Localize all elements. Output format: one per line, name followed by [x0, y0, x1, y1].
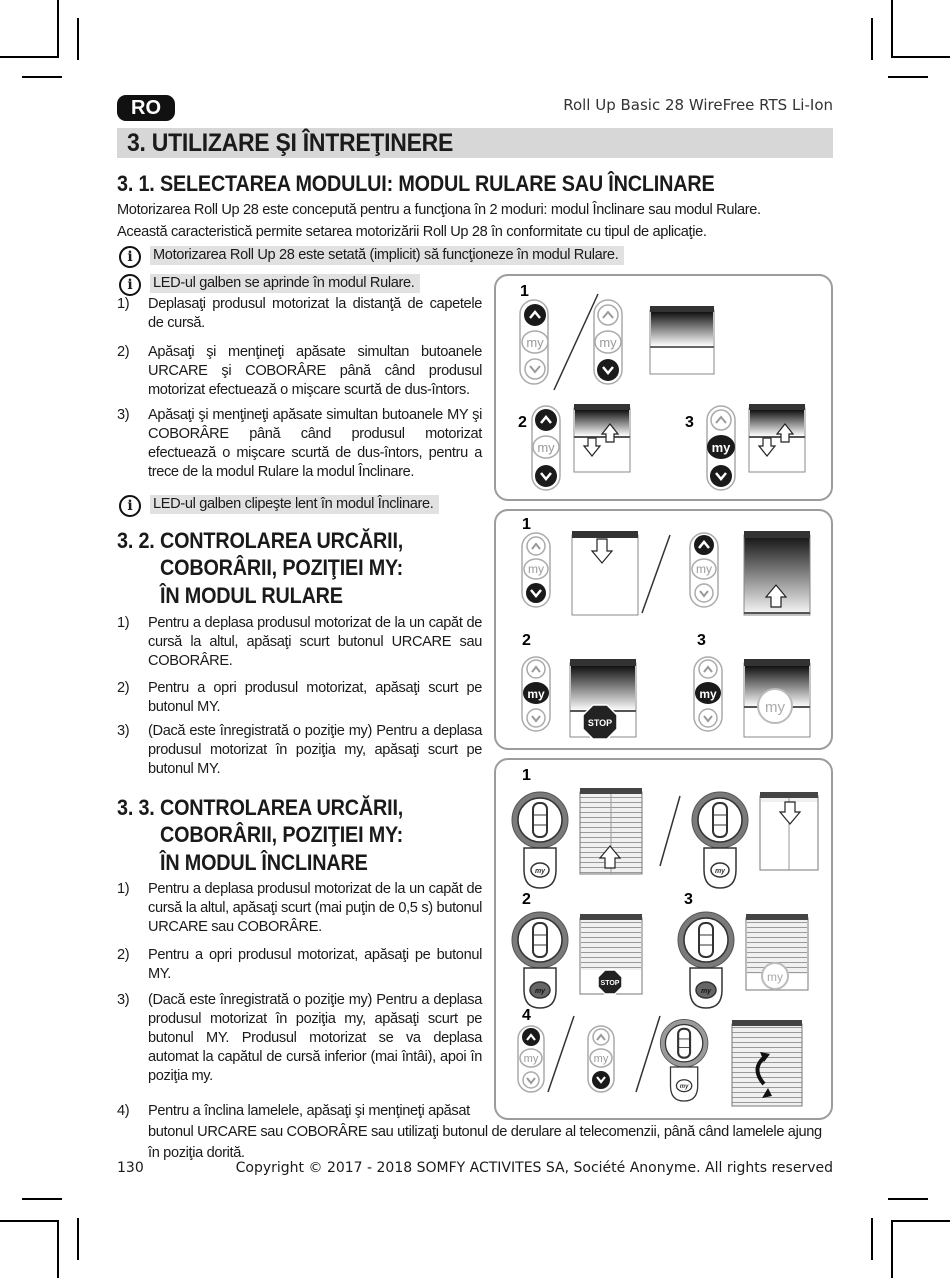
venetian-blind-my-position — [746, 914, 808, 990]
crop-mark — [77, 1218, 79, 1260]
figure-label: 2 — [522, 632, 531, 649]
step-4-text-line-1: Pentru a înclina lamelele, apăsaţi şi menţineţi apăsat — [148, 1103, 470, 1119]
wheel-remote — [660, 1019, 708, 1101]
remote-control — [588, 1026, 614, 1092]
venetian-blind — [580, 788, 642, 874]
crop-mark — [871, 18, 873, 60]
intro-line-1: Motorizarea Roll Up 28 este concepută pentru a funcţiona în 2 moduri: modul Înclinare sau modul Rulare. — [117, 202, 761, 218]
step-number: 4) — [117, 1103, 130, 1119]
figure-label: 1 — [522, 767, 531, 784]
wheel-remote — [512, 792, 568, 888]
figure-tilt-mode — [494, 758, 834, 1122]
step-number: 3) — [117, 723, 130, 739]
info-icon: i — [119, 274, 141, 296]
roller-blind-jog — [574, 404, 630, 472]
my-label: my — [599, 335, 617, 350]
separator-slash — [642, 535, 670, 613]
page-number: 130 — [117, 1160, 144, 1176]
step-text: (Dacă este înregistrată o poziţie my) Pentru a deplasa produsul motorizat în poziţia my, apăsaţi scurt pe butonul MY. — [148, 723, 482, 777]
step-text: Pentru a opri produsul motorizat, apăsaţi pe butonul MY. — [148, 947, 482, 982]
my-label: my — [765, 699, 785, 716]
list-item — [117, 295, 482, 333]
my-label: my — [534, 868, 546, 875]
crop-mark — [888, 1198, 928, 1200]
remote-control — [520, 300, 548, 384]
my-label: my — [526, 335, 544, 350]
list-item — [117, 991, 482, 1086]
figure-label: 3 — [684, 891, 693, 908]
heading-3-1: 3. 1. SELECTAREA MODULUI: MODUL RULARE SAU ÎNCLINARE — [117, 171, 715, 196]
step-number: 1) — [117, 881, 130, 897]
venetian-blind — [760, 792, 818, 870]
crop-mark — [0, 1220, 58, 1222]
step-4-text-line-3: în poziţia dorită. — [148, 1145, 245, 1161]
figure-roll-mode — [494, 509, 834, 751]
remote-control — [518, 1026, 544, 1092]
figure-label: 2 — [518, 414, 527, 431]
step-number: 2) — [117, 680, 130, 696]
my-label: my — [767, 970, 783, 984]
my-label: my — [696, 562, 712, 576]
heading-3-3-line-2: COBORÂRII, POZIŢIEI MY: — [160, 822, 403, 847]
list-item — [117, 679, 482, 717]
stop-label: STOP — [587, 718, 613, 728]
crop-mark — [888, 76, 928, 78]
my-label: my — [534, 988, 546, 995]
info-note-default-mode: Motorizarea Roll Up 28 este setată (implicit) să funcţioneze în modul Rulare. — [150, 246, 624, 265]
my-label: my — [537, 440, 555, 455]
heading-3-3-line-3: ÎN MODUL ÎNCLINARE — [160, 850, 368, 875]
heading-3-3-line-1: 3. 3. CONTROLAREA URCĂRII, — [117, 795, 404, 820]
my-label: my — [699, 687, 717, 701]
heading-3-2-line-1: 3. 2. CONTROLAREA URCĂRII, — [117, 528, 404, 553]
remote-control — [532, 406, 560, 490]
crop-mark — [892, 1220, 950, 1222]
my-label: my — [714, 868, 726, 875]
info-note-led-blink: LED-ul galben clipeşte lent în modul Înclinare. — [150, 495, 439, 514]
remote-control — [522, 533, 550, 607]
step-text: Pentru a opri produsul motorizat, apăsaţi scurt pe butonul MY. — [148, 680, 482, 715]
figure-label: 3 — [685, 414, 694, 431]
wheel-remote — [678, 912, 734, 1008]
step-text: Deplasaţi produsul motorizat la distanţă de capetele de cursă. — [148, 296, 482, 331]
remote-control — [694, 657, 722, 731]
roller-blind-jog — [749, 404, 805, 472]
list-item — [117, 614, 482, 671]
product-name: Roll Up Basic 28 WireFree RTS Li-Ion — [563, 96, 833, 114]
roller-blind-stopped — [570, 659, 636, 739]
remote-control — [522, 657, 550, 731]
roller-blind — [650, 306, 714, 374]
remote-control — [707, 406, 735, 490]
step-number: 3) — [117, 407, 130, 423]
figure-label: 1 — [520, 283, 529, 300]
wheel-remote — [692, 792, 748, 888]
crop-mark — [891, 1220, 893, 1278]
venetian-blind-stopped — [580, 914, 642, 994]
separator-slash — [548, 1016, 574, 1092]
my-label: my — [528, 562, 544, 576]
crop-mark — [871, 1218, 873, 1260]
crop-mark — [57, 1220, 59, 1278]
scroll-wheel — [533, 803, 547, 837]
info-icon: i — [119, 246, 141, 268]
separator-slash — [554, 294, 598, 390]
wheel-remote — [512, 912, 568, 1008]
roller-blind-open — [572, 531, 638, 615]
language-badge: RO — [117, 95, 175, 121]
figure-label: 3 — [697, 632, 706, 649]
remote-control — [690, 533, 718, 607]
step-number: 2) — [117, 947, 130, 963]
heading-3-2-line-2: COBORÂRII, POZIŢIEI MY: — [160, 555, 403, 580]
venetian-blind-tilt — [732, 1020, 802, 1106]
crop-mark — [57, 0, 59, 58]
down-button-pressed — [597, 359, 619, 381]
stop-label: STOP — [600, 980, 620, 987]
step-number: 2) — [117, 344, 130, 360]
my-label: my — [523, 1053, 539, 1065]
heading-3-2-line-3: ÎN MODUL RULARE — [160, 583, 343, 608]
step-number: 3) — [117, 992, 130, 1008]
roller-blind-closed — [744, 531, 810, 615]
step-text: Pentru a deplasa produsul motorizat de la un capăt de cursă la altul, apăsaţi scurt (mai puţin de 0,5 s) butonul URCARE sau COBORÂRE. — [148, 881, 482, 935]
step-number: 1) — [117, 296, 130, 312]
list-item — [117, 406, 482, 482]
copyright: Copyright © 2017 - 2018 SOMFY ACTIVITES SA, Société Anonyme. All rights reserved — [235, 1160, 833, 1176]
step-4-text-line-2: butonul URCARE sau COBORÂRE sau utilizaţi butonul de derulare al telecomenzii, până când lamelele ajung — [148, 1124, 822, 1140]
crop-mark — [892, 56, 950, 58]
info-icon: i — [119, 495, 141, 517]
info-note-led-on: LED-ul galben se aprinde în modul Rulare. — [150, 274, 420, 293]
my-label: my — [700, 988, 712, 995]
my-label: my — [527, 687, 545, 701]
crop-mark — [891, 0, 893, 58]
list-item — [117, 946, 482, 984]
figure-label: 1 — [522, 516, 531, 533]
crop-mark — [77, 18, 79, 60]
separator-slash — [660, 796, 680, 866]
figure-label: 4 — [522, 1007, 531, 1024]
crop-mark — [0, 56, 58, 58]
figure-mode-select — [494, 274, 834, 502]
separator-slash — [636, 1016, 660, 1092]
intro-line-2: Această caracteristică permite setarea motorizării Roll Up 28 în conformitate cu tipul de aplicaţie. — [117, 224, 707, 240]
step-text: (Dacă este înregistrată o poziţie my) Pentru a deplasa produsul motorizat în poziţia my, apăsaţi scurt pe butonul MY. Produsul motorizat se va deplasa automat la capătul de cursă inferior (mai întâi), apoi în poziţia my. — [148, 992, 482, 1084]
my-label: my — [593, 1053, 609, 1065]
section-title-band — [117, 128, 833, 158]
up-button-pressed — [524, 304, 546, 326]
step-text: Apăsaţi şi menţineţi apăsate simultan butoanele URCARE şi COBORÂRE până când produsul motorizat efectuează o mişcare scurtă de dus-întors. — [148, 344, 482, 398]
down-button — [525, 359, 545, 379]
list-item — [117, 880, 482, 937]
list-item — [117, 722, 482, 779]
crop-mark — [22, 76, 62, 78]
step-text: Pentru a deplasa produsul motorizat de la un capăt de cursă la altul, apăsaţi scurt butonul URCARE sau COBORÂRE. — [148, 615, 482, 669]
list-item — [117, 343, 482, 400]
roller-blind-my-position — [744, 659, 810, 737]
section-title: 3. UTILIZARE ŞI ÎNTREŢINERE — [127, 129, 454, 157]
remote-control — [594, 300, 622, 384]
my-label: my — [711, 440, 731, 455]
figure-label: 2 — [522, 891, 531, 908]
step-text: Apăsaţi şi menţineţi apăsate simultan butoanele MY şi COBORÂRE până când produsul motorizat efectuează o mişcare scurtă de dus-întors, pentru a trece de la modul Rulare la modul Înclinare. — [148, 407, 482, 480]
my-label: my — [679, 1084, 689, 1091]
crop-mark — [22, 1198, 62, 1200]
step-number: 1) — [117, 615, 130, 631]
